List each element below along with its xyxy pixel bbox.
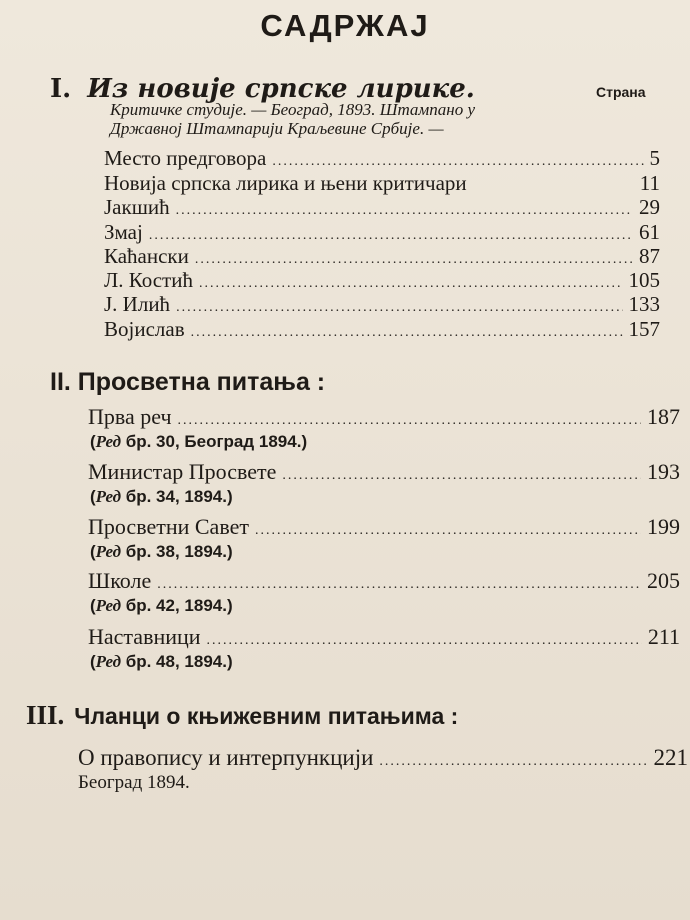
toc-entry: [104, 317, 660, 342]
toc-entry-page: 187: [647, 404, 680, 429]
toc-entry-label: Министар Просвете: [88, 459, 277, 484]
toc-entry-label: Наставници: [88, 624, 201, 649]
toc-entry-page: 105: [628, 268, 660, 292]
section-1-number: I.: [50, 74, 72, 104]
toc-entry-source: (Ред бр. 34, 1894.): [90, 487, 233, 506]
toc-entry: [104, 244, 660, 269]
toc-entry: [104, 220, 660, 245]
toc-entry-page: 193: [647, 459, 680, 484]
toc-entry: [88, 624, 680, 650]
toc-entry-page: 199: [647, 514, 680, 539]
toc-entry-page: 61: [639, 220, 660, 244]
toc-entry-label: Прва реч: [88, 404, 172, 429]
toc-entry-label: Школе: [88, 568, 152, 593]
toc-entry-label: Војислав: [104, 317, 185, 341]
toc-entry-label: О правопису и интерпункцији: [78, 745, 374, 770]
toc-entry-label: Новија српска лирика и њени критичари: [104, 171, 467, 195]
section-3-footnote: Београд 1894.: [78, 772, 190, 793]
toc-entry-label: Место предговора: [104, 146, 267, 170]
toc-entry: [88, 404, 680, 430]
toc-entry-label: Змај: [104, 220, 143, 244]
toc-entry-source: (Ред бр. 38, 1894.): [90, 542, 233, 561]
toc-entry: [78, 745, 688, 771]
toc-entry-page: 157: [628, 317, 660, 341]
section-3-number: III.: [26, 700, 65, 730]
toc-entry: [104, 195, 660, 220]
toc-entry-label: Каћански: [104, 244, 189, 268]
toc-entry-page: 133: [628, 292, 660, 316]
toc-entry-source: (Ред бр. 42, 1894.): [90, 596, 233, 615]
toc-entry-source: (Ред бр. 48, 1894.): [90, 652, 233, 671]
page-column-label: Страна: [596, 84, 646, 100]
toc-entry: [104, 268, 660, 293]
toc-entry-page: 5: [649, 146, 660, 170]
toc-entry-page: 211: [647, 624, 680, 649]
toc-entry: [104, 146, 660, 171]
section-2-heading: II. Просветна питања :: [50, 368, 326, 396]
toc-entry-page: 205: [647, 568, 680, 593]
toc-entry-page: 87: [639, 244, 660, 268]
toc-entry-page: 29: [639, 195, 660, 219]
toc-entry-label: Л. Костић: [104, 268, 193, 292]
section-1-publication-line-2: Државној Штампарији Краљевине Србије. —: [110, 119, 444, 138]
section-3-heading: [26, 700, 458, 731]
toc-entry-label: Јакшић: [104, 195, 170, 219]
toc-entry-label: Просветни Савет: [88, 514, 249, 539]
toc-entry: [88, 459, 680, 485]
toc-entry: [104, 292, 660, 317]
toc-entry-page: 221: [653, 745, 688, 770]
section-1-title: Из новије српске лирике.: [87, 74, 475, 104]
toc-entry-page: 11: [639, 171, 660, 195]
toc-entry: [88, 568, 680, 594]
section-1-publication-line-1: Критичке студије. — Београд, 1893. Штампано у: [110, 100, 476, 119]
page-title: САДРЖАЈ: [260, 8, 430, 43]
toc-entry-source: (Ред бр. 30, Београд 1894.): [90, 432, 308, 451]
section-3-title: Чланци о књижевним питањима :: [74, 703, 459, 729]
toc-entry: [88, 514, 680, 540]
toc-entry-label: Ј. Илић: [104, 292, 171, 316]
toc-entry: [104, 171, 660, 196]
